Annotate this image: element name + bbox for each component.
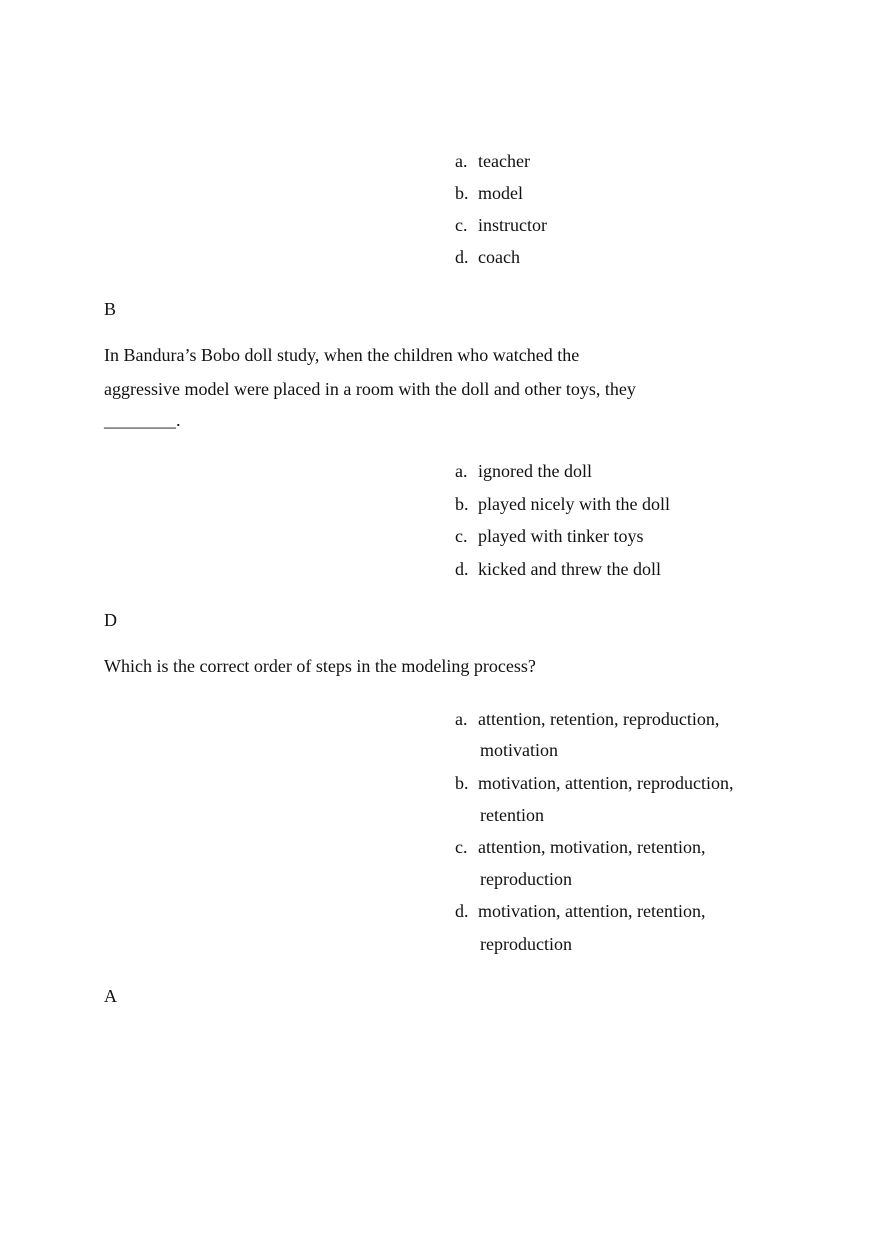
q2-option-c: c. played with tinker toys — [455, 526, 644, 546]
q2-text-line-2: aggressive model were placed in a room with the doll and other toys, they — [104, 379, 636, 399]
q3-option-d-continuation: reproduction — [480, 934, 572, 954]
q1-answer: B — [104, 299, 117, 319]
q3-option-c: c. attention, motivation, retention, — [455, 837, 706, 857]
q3-answer: A — [104, 986, 117, 1006]
q2-option-b: b. played nicely with the doll — [455, 494, 670, 514]
q3-option-c-continuation: reproduction — [480, 869, 572, 889]
q3-option-a: a. attention, retention, reproduction, — [455, 709, 720, 729]
q3-option-b: b. motivation, attention, reproduction, — [455, 773, 734, 793]
q1-option-a: a. teacher — [455, 151, 530, 171]
q3-option-a-continuation: motivation — [480, 740, 558, 760]
q2-option-d: d. kicked and threw the doll — [455, 559, 661, 579]
q1-option-c: c. instructor — [455, 215, 547, 235]
q2-text-line-3: ________. — [104, 410, 181, 430]
q3-option-b-continuation: retention — [480, 805, 544, 825]
q3-text-line-1: Which is the correct order of steps in the modeling process? — [104, 656, 536, 676]
q2-text-line-1: In Bandura’s Bobo doll study, when the children who watched the — [104, 345, 580, 365]
q2-option-a: a. ignored the doll — [455, 461, 592, 481]
q1-option-d: d. coach — [455, 247, 520, 267]
q2-answer: D — [104, 610, 117, 630]
q1-option-b: b. model — [455, 183, 523, 203]
q3-option-d: d. motivation, attention, retention, — [455, 901, 706, 921]
